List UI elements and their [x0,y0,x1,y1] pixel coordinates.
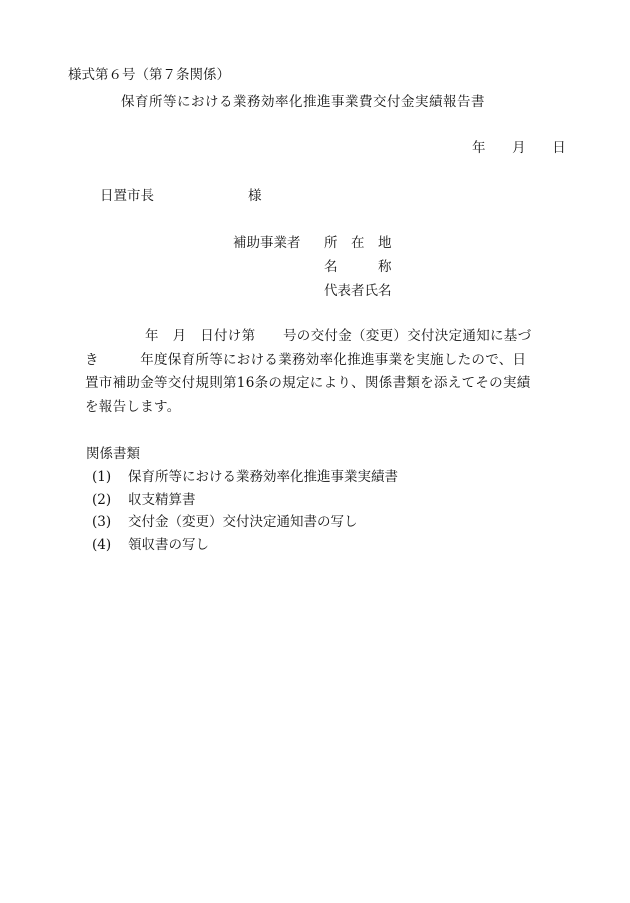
address-label: 所 在 地 [324,235,392,251]
body-line-1: 年 月 日付け第 号の交付金（変更）交付決定通知に基づ [145,328,532,344]
representative-label: 代表者氏名 [324,283,392,299]
form-number: 様式第６号（第７条関係） [68,67,230,83]
body-line-4: を報告します。 [85,398,181,415]
attachment-item: (2) 収支精算書 [92,491,196,508]
addressee-honorific: 様 [248,188,262,204]
date-day: 日 [552,140,566,156]
addressee [100,188,262,204]
addressee-name: 日置市長 [100,188,154,204]
attachment-item: (1) 保育所等における業務効率化推進事業実績書 [92,469,398,485]
attachment-item: (3) 交付金（変更）交付決定通知書の写し [92,514,358,530]
applicant-label: 補助事業者 [233,235,301,251]
date-month: 月 [512,140,526,156]
body-line-2: き 年度保育所等における業務効率化推進事業を実施したので、日 [85,351,527,368]
attachment-item: (4) 領収書の写し [92,536,209,553]
attachments-title: 関係書類 [86,446,140,462]
name-label: 名 称 [324,259,392,275]
body-paragraph [85,325,565,419]
attachments-list [92,471,398,561]
body-line-3: 置市補助金等交付規則第16条の規定により、関係書類を添えてその実績 [85,375,531,391]
date-line [472,142,566,156]
document-title: 保育所等における業務効率化推進事業費交付金実績報告書 [121,94,485,110]
date-year: 年 [472,140,486,156]
